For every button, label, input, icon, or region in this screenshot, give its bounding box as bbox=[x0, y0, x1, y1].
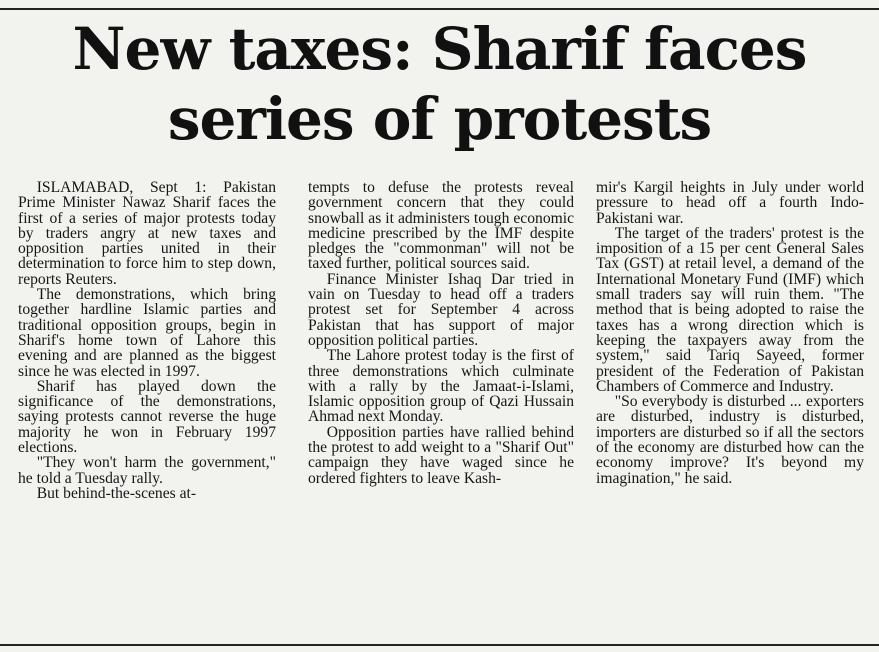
paragraph: Opposition parties have rallied behind the protest to add weight to a "Sharif Out" campaign they have waged since he ordered fighters to leave Kash- bbox=[308, 423, 574, 487]
headline bbox=[0, 14, 879, 154]
column-1 bbox=[18, 180, 276, 501]
paragraph: "They won't harm the government," he told a Tuesday rally. bbox=[18, 454, 276, 487]
paragraph: The demonstrations, which bring together hardline Islamic parties and traditional opposition groups, begin in Sharif's home town of Lahore this evening and are planned as the biggest since he was elected in 1997. bbox=[18, 286, 276, 380]
column-2 bbox=[308, 180, 574, 486]
headline-line-1: New taxes: Sharif faces bbox=[72, 15, 807, 83]
paragraph: But behind-the-scenes at- bbox=[36, 484, 197, 502]
bottom-rule bbox=[0, 644, 879, 646]
paragraph: Sharif has played down the significance of the demonstrations, saying protests cannot reverse the huge majority he won in February 1997 elections. bbox=[18, 377, 276, 457]
paragraph: Finance Minister Ishaq Dar tried in vain on Tuesday to head off a traders protest set for September 4 across Pakistan that has support of major opposition political parties. bbox=[308, 270, 574, 349]
paragraph: The target of the traders' protest is the imposition of a 15 per cent General Sales Tax (GST) at retail level, a demand of the International Monetary Fund (IMF) which small traders say will ruin them. "The method that is being adopted to raise the taxes has a wrong direction which is keeping the taxpayers away from the system," said Tariq Sayeed, former president of the Federation of Pakistan Chambers of Commerce and Industry. bbox=[596, 224, 864, 395]
paragraph: ISLAMABAD, Sept 1: Pakistan Prime Minister Nawaz Sharif faces the first of a series of major protests today by traders angry at new taxes and opposition parties united in their determination to force him to step down, reports Reuters. bbox=[18, 179, 276, 288]
column-3 bbox=[596, 180, 864, 486]
paragraph: mir's Kargil heights in July under world pressure to head off a fourth Indo-Pakistani war. bbox=[596, 179, 864, 227]
top-rule bbox=[0, 8, 879, 10]
paragraph: "So everybody is disturbed ... exporters are disturbed, industry is disturbed, importers are disturbed so if all the sectors of the economy are disturbed how can the economy improve? It's beyond my imagination," he said. bbox=[596, 393, 864, 487]
paragraph: The Lahore protest today is the first of three demonstrations which culminate with a rally by the Jamaat-i-Islami, Islamic opposition group of Qazi Hussain Ahmad next Monday. bbox=[308, 347, 574, 426]
headline-line-2: series of protests bbox=[167, 85, 712, 153]
paragraph: tempts to defuse the protests reveal government concern that they could snowball as it administers tough economic medicine prescribed by the IMF despite pledges the "commonman" will not be taxed further, political sources said. bbox=[308, 179, 574, 273]
